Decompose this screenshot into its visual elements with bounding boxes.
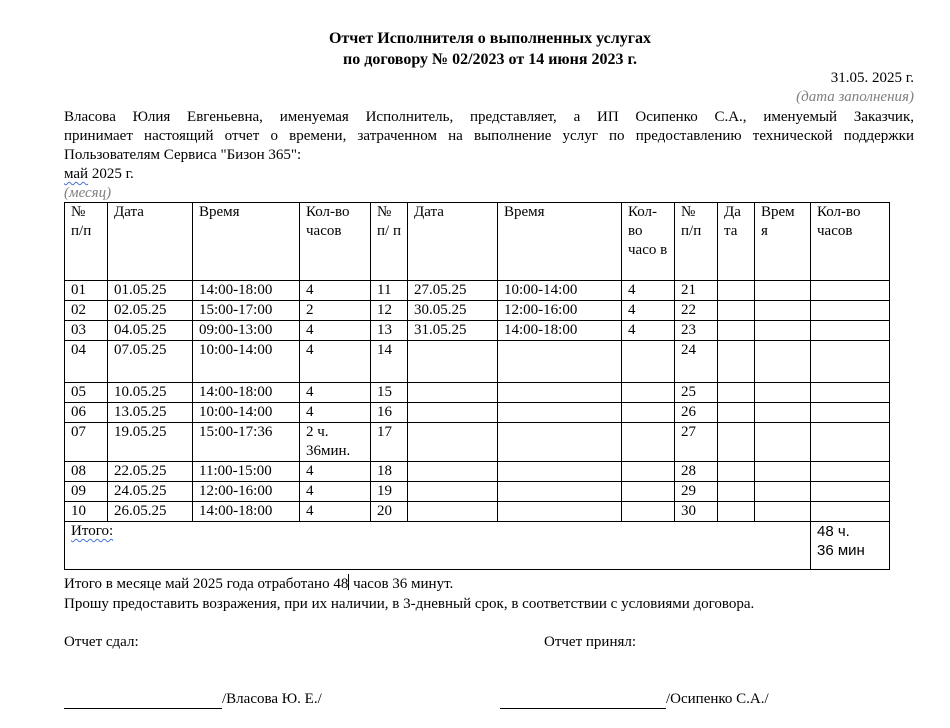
cell-num2: 14 — [371, 341, 408, 383]
cell-time2 — [498, 383, 622, 403]
cell-date: 01.05.25 — [108, 281, 193, 301]
month-word: май — [64, 166, 89, 182]
cell-hours: 2 ч. 36мин. — [300, 423, 371, 462]
cell-time2: 10:00-14:00 — [498, 281, 622, 301]
header-num3: № п/п — [675, 203, 718, 281]
cell-date2 — [408, 423, 498, 462]
report-month — [64, 165, 134, 184]
cell-hours2: 4 — [622, 321, 675, 341]
total-row — [65, 522, 890, 570]
cell-date: 13.05.25 — [108, 403, 193, 423]
table-row — [65, 403, 890, 423]
cell-num2: 17 — [371, 423, 408, 462]
cell-num: 09 — [65, 482, 108, 502]
cell-time3 — [755, 383, 811, 403]
sender-signature-line — [64, 692, 222, 709]
cell-time2: 12:00-16:00 — [498, 301, 622, 321]
intro-line1: Власова Юлия Евгеньевна, именуемая Исполнитель, представляет, а ИП Осипенко С.А., именуемый Заказчик, — [64, 109, 914, 125]
cell-hours2 — [622, 403, 675, 423]
cell-hours3 — [811, 301, 890, 321]
cell-num3: 21 — [675, 281, 718, 301]
cell-hours3 — [811, 502, 890, 522]
cell-hours2 — [622, 462, 675, 482]
cell-num2: 19 — [371, 482, 408, 502]
cell-hours2 — [622, 482, 675, 502]
cell-time3 — [755, 482, 811, 502]
cell-hours3 — [811, 281, 890, 301]
cell-hours3 — [811, 341, 890, 383]
cell-num: 01 — [65, 281, 108, 301]
total-hours — [811, 522, 890, 570]
cell-time2 — [498, 341, 622, 383]
cell-date: 04.05.25 — [108, 321, 193, 341]
cell-time: 14:00-18:00 — [193, 502, 300, 522]
cell-date2: 31.05.25 — [408, 321, 498, 341]
cell-num2: 20 — [371, 502, 408, 522]
cell-time3 — [755, 301, 811, 321]
report-sent-label: Отчет сдал: — [64, 634, 139, 650]
summary-part2: часов 36 минут. — [349, 576, 454, 592]
table-row — [65, 462, 890, 482]
cell-hours: 4 — [300, 462, 371, 482]
cell-hours: 4 — [300, 341, 371, 383]
cell-hours3 — [811, 383, 890, 403]
cell-hours: 4 — [300, 281, 371, 301]
cell-date: 19.05.25 — [108, 423, 193, 462]
header-hours: Кол-во часов — [300, 203, 371, 281]
cell-date3 — [718, 423, 755, 462]
cell-date2: 27.05.25 — [408, 281, 498, 301]
cell-num3: 26 — [675, 403, 718, 423]
cell-num3: 23 — [675, 321, 718, 341]
cell-date2 — [408, 462, 498, 482]
cell-hours2: 4 — [622, 281, 675, 301]
cell-hours3 — [811, 321, 890, 341]
intro-line3: Пользователям Сервиса "Бизон 365": — [64, 147, 302, 163]
cell-num2: 13 — [371, 321, 408, 341]
header-hours2: Кол- во часо в — [622, 203, 675, 281]
total-hours-line2: 36 мин — [817, 542, 865, 559]
cell-num3: 28 — [675, 462, 718, 482]
cell-num3: 25 — [675, 383, 718, 403]
cell-time: 11:00-15:00 — [193, 462, 300, 482]
cell-num: 10 — [65, 502, 108, 522]
cell-num2: 11 — [371, 281, 408, 301]
cell-num: 04 — [65, 341, 108, 383]
cell-num3: 27 — [675, 423, 718, 462]
header-date2: Дата — [408, 203, 498, 281]
cell-date3 — [718, 403, 755, 423]
report-title-line2: по договору № 02/2023 от 14 июня 2023 г. — [343, 51, 637, 68]
header-hours3: Кол-во часов — [811, 203, 890, 281]
cell-date3 — [718, 462, 755, 482]
cell-time3 — [755, 423, 811, 462]
cell-num: 02 — [65, 301, 108, 321]
cell-num: 08 — [65, 462, 108, 482]
month-year: 2025 г. — [88, 166, 134, 182]
header-time2: Время — [498, 203, 622, 281]
cell-num2: 16 — [371, 403, 408, 423]
cell-num: 06 — [65, 403, 108, 423]
cell-date3 — [718, 502, 755, 522]
cell-hours2: 4 — [622, 301, 675, 321]
table-row — [65, 383, 890, 403]
cell-time: 09:00-13:00 — [193, 321, 300, 341]
cell-num3: 22 — [675, 301, 718, 321]
cell-num3: 29 — [675, 482, 718, 502]
table-row — [65, 482, 890, 502]
cell-date: 22.05.25 — [108, 462, 193, 482]
cell-hours3 — [811, 462, 890, 482]
header-num2: № п/ п — [371, 203, 408, 281]
cell-date2 — [408, 502, 498, 522]
table-header-row — [65, 203, 890, 281]
report-title-line1: Отчет Исполнителя о выполненных услугах — [328, 30, 652, 47]
cell-time: 15:00-17:36 — [193, 423, 300, 462]
summary-part1: Итого в месяце май 2025 года отработано 48 — [64, 576, 349, 592]
cell-date3 — [718, 383, 755, 403]
table-row — [65, 502, 890, 522]
header-time: Время — [193, 203, 300, 281]
fill-date-caption: (дата заполнения) — [796, 89, 914, 105]
cell-hours3 — [811, 482, 890, 502]
receiver-signature-line — [500, 692, 666, 709]
cell-hours: 2 — [300, 301, 371, 321]
header-num: № п/п — [65, 203, 108, 281]
table-row — [65, 321, 890, 341]
report-received-label: Отчет принял: — [544, 634, 637, 650]
cell-date2: 30.05.25 — [408, 301, 498, 321]
cell-date3 — [718, 301, 755, 321]
cell-num2: 18 — [371, 462, 408, 482]
cell-hours: 4 — [300, 482, 371, 502]
table-row — [65, 341, 890, 383]
cell-time3 — [755, 502, 811, 522]
cell-time: 15:00-17:00 — [193, 301, 300, 321]
cell-num: 03 — [65, 321, 108, 341]
cell-time2 — [498, 482, 622, 502]
cell-date2 — [408, 403, 498, 423]
cell-hours: 4 — [300, 403, 371, 423]
receiver-name: /Осипенко С.А./ — [666, 691, 769, 707]
cell-num3: 24 — [675, 341, 718, 383]
cell-date3 — [718, 281, 755, 301]
cell-time3 — [755, 341, 811, 383]
header-time3: Врем я — [755, 203, 811, 281]
cell-date3 — [718, 482, 755, 502]
month-caption: (месяц) — [64, 185, 112, 201]
cell-time2 — [498, 423, 622, 462]
cell-num: 05 — [65, 383, 108, 403]
total-label-cell — [65, 522, 811, 570]
cell-date: 07.05.25 — [108, 341, 193, 383]
request-line: Прошу предоставить возражения, при их наличии, в 3-дневный срок, в соответствии с условиями договора. — [64, 596, 755, 612]
cell-num3: 30 — [675, 502, 718, 522]
sender-signature — [64, 690, 322, 709]
table-row — [65, 301, 890, 321]
cell-time3 — [755, 403, 811, 423]
cell-time: 14:00-18:00 — [193, 281, 300, 301]
table-row — [65, 423, 890, 462]
sender-name: /Власова Ю. Е./ — [222, 691, 322, 707]
cell-hours: 4 — [300, 383, 371, 403]
cell-time: 12:00-16:00 — [193, 482, 300, 502]
cell-hours: 4 — [300, 502, 371, 522]
fill-date: 31.05. 2025 г. — [830, 70, 914, 86]
cell-time: 10:00-14:00 — [193, 403, 300, 423]
cell-date2 — [408, 383, 498, 403]
cell-date: 26.05.25 — [108, 502, 193, 522]
cell-date2 — [408, 341, 498, 383]
cell-time2: 14:00-18:00 — [498, 321, 622, 341]
cell-num: 07 — [65, 423, 108, 462]
hours-table — [64, 202, 890, 570]
cell-date: 02.05.25 — [108, 301, 193, 321]
total-label: Итого: — [71, 523, 114, 539]
cell-hours3 — [811, 403, 890, 423]
cell-date3 — [718, 321, 755, 341]
cell-hours2 — [622, 423, 675, 462]
cell-num2: 12 — [371, 301, 408, 321]
cell-date: 24.05.25 — [108, 482, 193, 502]
cell-time2 — [498, 462, 622, 482]
cell-hours2 — [622, 341, 675, 383]
cell-hours3 — [811, 423, 890, 462]
cell-time3 — [755, 462, 811, 482]
cell-num2: 15 — [371, 383, 408, 403]
cell-time3 — [755, 281, 811, 301]
cell-date: 10.05.25 — [108, 383, 193, 403]
cell-time2 — [498, 403, 622, 423]
summary-line — [64, 574, 453, 594]
cell-hours2 — [622, 383, 675, 403]
cell-date3 — [718, 341, 755, 383]
receiver-signature — [500, 690, 769, 709]
cell-time: 10:00-14:00 — [193, 341, 300, 383]
cell-time3 — [755, 321, 811, 341]
intro-line2: принимает настоящий отчет о времени, затраченном на выполнение услуг по предоставлению технической поддержки — [64, 128, 914, 144]
cell-hours: 4 — [300, 321, 371, 341]
table-row — [65, 281, 890, 301]
cell-time2 — [498, 502, 622, 522]
cell-time: 14:00-18:00 — [193, 383, 300, 403]
header-date3: Да та — [718, 203, 755, 281]
total-hours-line1: 48 ч. — [817, 523, 850, 540]
cell-date2 — [408, 482, 498, 502]
header-date: Дата — [108, 203, 193, 281]
cell-hours2 — [622, 502, 675, 522]
